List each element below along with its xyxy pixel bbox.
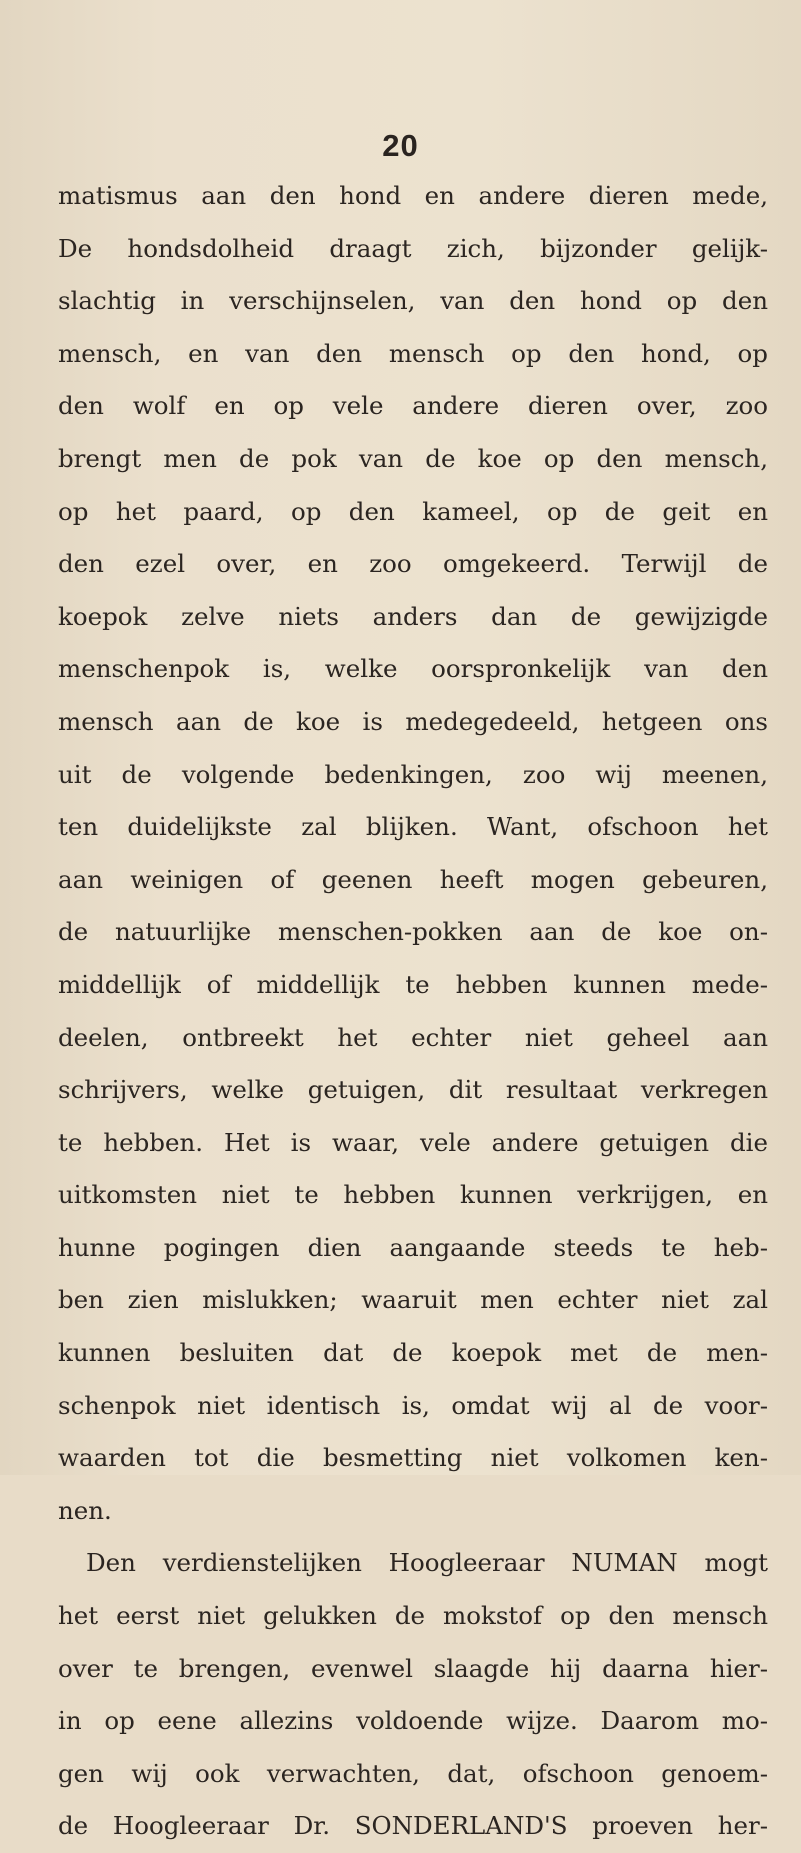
text-line: uit de volgende bedenkingen, zoo wij meenen, [58, 759, 768, 789]
text-line: den wolf en op vele andere dieren over, zoo [58, 391, 768, 421]
text-line: ben zien mislukken; waaruit men echter niet zal [58, 1285, 768, 1315]
text-line: menschenpok is, welke oorspronkelijk van den [58, 654, 768, 684]
text-line: Den verdienstelijken Hoogleeraar NUMAN mogt [86, 1548, 768, 1578]
text-line: te hebben. Het is waar, vele andere getuigen die [58, 1127, 768, 1157]
text-line: schrijvers, welke getuigen, dit resultaat verkregen [58, 1075, 768, 1105]
text-line: aan weinigen of geenen heeft mogen gebeuren, [58, 864, 768, 894]
page-number: 20 [382, 128, 419, 163]
text-line: schenpok niet identisch is, omdat wij al de voor- [58, 1390, 768, 1420]
text-line: De hondsdolheid draagt zich, bijzonder gelijk- [58, 233, 768, 263]
text-line: mensch, en van den mensch op den hond, op [58, 338, 768, 368]
text-line: waarden tot die besmetting niet volkomen ken- [58, 1443, 768, 1473]
body-text [58, 170, 768, 1853]
text-line: de natuurlijke menschen-pokken aan de koe on- [58, 917, 768, 947]
text-line: slachtig in verschijnselen, van den hond op den [58, 286, 768, 316]
text-line: op het paard, op den kameel, op de geit en [58, 496, 768, 526]
text-line: in op eene allezins voldoende wijze. Daarom mo- [58, 1706, 768, 1736]
text-line: kunnen besluiten dat de koepok met de men- [58, 1338, 768, 1368]
text-line: uitkomsten niet te hebben kunnen verkrijgen, en [58, 1180, 768, 1210]
text-line: brengt men de pok van de koe op den mensch, [58, 443, 768, 473]
text-line: nen. [58, 1495, 112, 1525]
text-line: matismus aan den hond en andere dieren mede, [58, 181, 768, 210]
text-line: den ezel over, en zoo omgekeerd. Terwijl de [58, 549, 768, 579]
text-line: deelen, ontbreekt het echter niet geheel aan [58, 1022, 768, 1052]
text-line: koepok zelve niets anders dan de gewijzigde [58, 601, 768, 631]
text-line: het eerst niet gelukken de mokstof op den mensch [58, 1601, 768, 1631]
text-line: mensch aan de koe is medegedeeld, hetgeen ons [58, 706, 768, 736]
text-line: gen wij ook verwachten, dat, ofschoon genoem- [58, 1758, 768, 1788]
text-line: middellijk of middellijk te hebben kunnen mede- [58, 969, 768, 999]
text-line: ten duidelijkste zal blijken. Want, ofschoon het [58, 812, 768, 842]
text-line: hunne pogingen dien aangaande steeds te heb- [58, 1232, 768, 1262]
text-line: de Hoogleeraar Dr. SONDERLAND'S proeven her- [58, 1811, 768, 1841]
text-line: over te brengen, evenwel slaagde hij daarna hier- [58, 1653, 768, 1683]
